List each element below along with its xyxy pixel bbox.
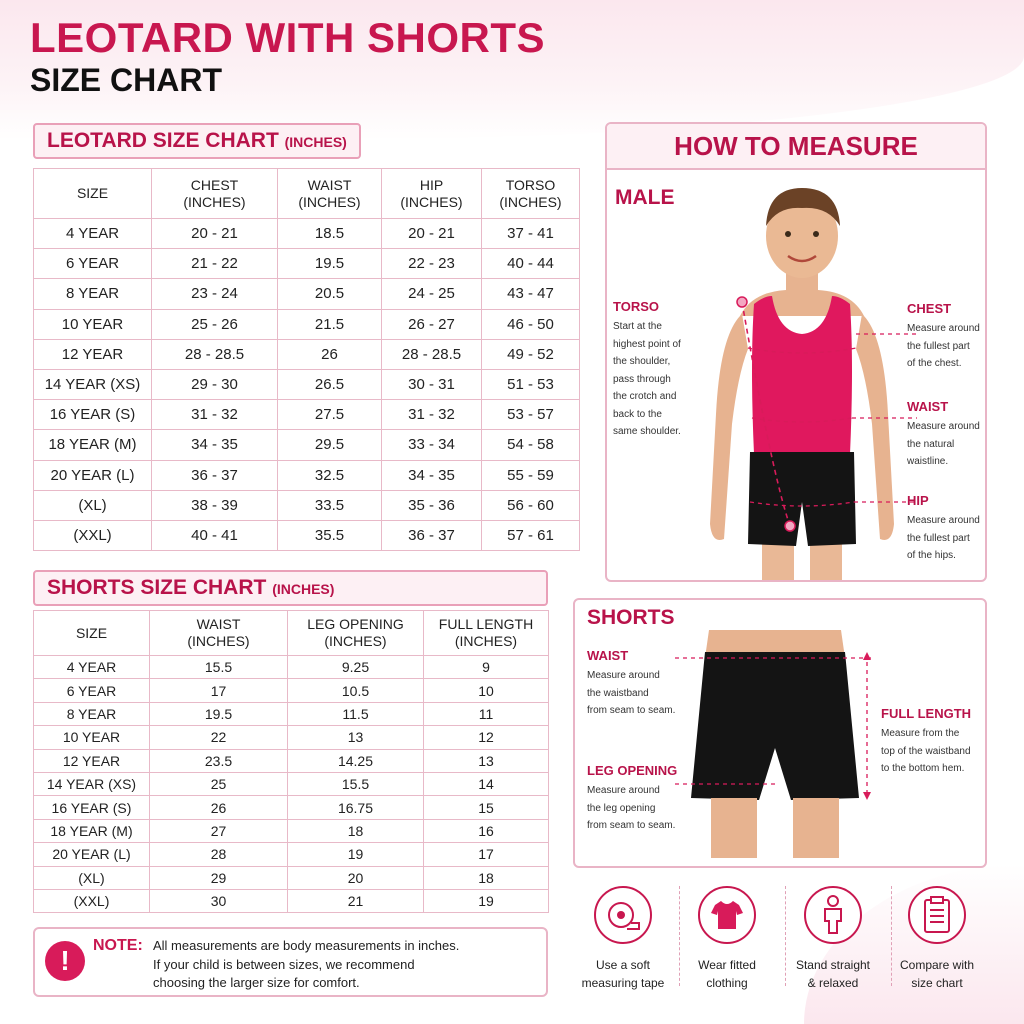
measurement-cell: 16 — [424, 819, 549, 842]
header-line: CHEST — [190, 176, 239, 193]
size-cell: (XL) — [34, 866, 150, 889]
measurement-cell: 25 - 26 — [152, 309, 278, 339]
leg-opening-line: from seam to seam. — [587, 820, 676, 831]
note-line: All measurements are body measurements in inches. — [153, 938, 460, 953]
measurement-cell: 27 — [150, 819, 288, 842]
table-row — [34, 772, 549, 795]
measurement-cell: 51 - 53 — [482, 369, 580, 399]
measurement-cell: 37 - 41 — [482, 219, 580, 249]
shorts-size-table — [33, 610, 549, 913]
size-cell: 16 YEAR (S) — [34, 400, 152, 430]
table-row — [34, 656, 549, 679]
measurement-cell: 36 - 37 — [382, 520, 482, 550]
measurement-cell: 21 - 22 — [152, 249, 278, 279]
size-cell: (XXL) — [34, 520, 152, 550]
table-row — [34, 490, 580, 520]
header-line: SIZE — [75, 624, 108, 641]
tip-line: Wear fitted — [698, 958, 756, 972]
header-unit: (INCHES) — [400, 193, 463, 210]
measurement-cell: 27.5 — [278, 400, 382, 430]
header-line: WAIST — [196, 616, 241, 632]
leotard-table-body — [34, 219, 580, 551]
table-row — [34, 679, 549, 702]
measurement-cell: 54 - 58 — [482, 430, 580, 460]
page-subtitle: SIZE CHART — [30, 62, 222, 98]
table-row — [34, 866, 549, 889]
measurement-cell: 17 — [424, 843, 549, 866]
waist-instructions — [907, 418, 980, 471]
measurement-cell: 20 - 21 — [382, 219, 482, 249]
leg-opening-instructions — [587, 782, 675, 835]
measurement-cell: 19 — [424, 889, 549, 912]
waist-label: WAIST — [907, 399, 949, 414]
page-title: LEOTARD WITH SHORTS — [30, 14, 546, 61]
measurement-cell: 28 - 28.5 — [382, 339, 482, 369]
size-cell: 6 YEAR — [34, 679, 150, 702]
tip-compare-chart — [887, 884, 987, 994]
size-cell: 16 YEAR (S) — [34, 796, 150, 819]
header-line: FULL LENGTH — [438, 616, 534, 632]
shorts-illustration — [675, 630, 875, 868]
shorts-waist-label: WAIST — [587, 648, 629, 663]
note-line: If your child is between sizes, we recommend — [153, 956, 415, 972]
hip-line: Measure around — [907, 515, 980, 526]
table-row — [34, 796, 549, 819]
shorts-column-header — [34, 611, 150, 656]
table-row — [34, 749, 549, 772]
measurement-cell: 31 - 32 — [152, 400, 278, 430]
full-length-label: FULL LENGTH — [881, 706, 972, 721]
measurement-cell: 56 - 60 — [482, 490, 580, 520]
header-unit: (INCHES) — [454, 633, 518, 649]
measurement-cell: 31 - 32 — [382, 400, 482, 430]
male-label: MALE — [615, 186, 675, 209]
tip-line: size chart — [911, 976, 963, 990]
measurement-cell: 18.5 — [278, 219, 382, 249]
leotard-column-header — [152, 169, 278, 219]
leotard-column-header — [278, 169, 382, 219]
measurement-cell: 26 — [278, 339, 382, 369]
tip-text — [573, 956, 673, 992]
header-line: LEG OPENING — [307, 616, 404, 632]
measurement-cell: 29.5 — [278, 430, 382, 460]
tip-line: Stand straight — [795, 958, 871, 972]
torso-label: TORSO — [613, 299, 659, 314]
table-row — [34, 520, 580, 550]
measurement-cell: 33.5 — [278, 490, 382, 520]
measurement-cell: 57 - 61 — [482, 520, 580, 550]
tshirt-icon — [698, 886, 756, 944]
size-cell: 18 YEAR (M) — [34, 819, 150, 842]
measurement-cell: 19.5 — [150, 702, 288, 725]
table-row — [34, 726, 549, 749]
hip-line: the fullest part — [907, 532, 970, 544]
measurement-cell: 21 — [288, 889, 424, 912]
size-cell: 4 YEAR — [34, 219, 152, 249]
size-cell: (XXL) — [34, 889, 150, 912]
measurement-cell: 10.5 — [288, 679, 424, 702]
leotard-header-row — [34, 169, 580, 219]
table-row — [34, 889, 549, 912]
hip-instructions — [907, 512, 980, 565]
measurement-cell: 16.75 — [288, 796, 424, 819]
leotard-size-table — [33, 168, 580, 551]
measurement-cell: 53 - 57 — [482, 400, 580, 430]
table-row — [34, 219, 580, 249]
header-line: TORSO — [505, 176, 556, 193]
shorts-chart-label — [33, 570, 548, 606]
torso-line: highest point of — [613, 338, 681, 350]
measurement-cell: 29 — [150, 866, 288, 889]
table-row — [34, 702, 549, 725]
size-cell: 20 YEAR (L) — [34, 460, 152, 490]
chest-instructions — [907, 320, 980, 373]
measurement-cell: 17 — [150, 679, 288, 702]
measurement-cell: 9.25 — [288, 656, 424, 679]
hip-line: of the hips. — [907, 550, 956, 561]
tip-line: measuring tape — [581, 976, 665, 990]
measurement-cell: 35.5 — [278, 520, 382, 550]
measurement-cell: 26 - 27 — [382, 309, 482, 339]
shorts-column-header — [288, 611, 424, 656]
how-to-measure-panel — [605, 122, 987, 582]
torso-line: pass through — [613, 373, 671, 385]
measurement-cell: 46 - 50 — [482, 309, 580, 339]
waist-line: waistline. — [907, 456, 949, 467]
measurement-cell: 21.5 — [278, 309, 382, 339]
table-row — [34, 339, 580, 369]
measurement-cell: 19 — [288, 843, 424, 866]
measurement-cell: 22 — [150, 726, 288, 749]
measurement-cell: 49 - 52 — [482, 339, 580, 369]
leg-opening-line: Measure around — [587, 785, 660, 796]
shorts-table-body — [34, 656, 549, 913]
measurement-cell: 9 — [424, 656, 549, 679]
leotard-column-header — [34, 169, 152, 219]
standing-person-icon — [804, 886, 862, 944]
shorts-waist-instructions — [587, 667, 675, 720]
full-length-instructions — [881, 725, 971, 778]
measurement-cell: 29 - 30 — [152, 369, 278, 399]
measurement-cell: 40 - 41 — [152, 520, 278, 550]
measurement-cell: 15 — [424, 796, 549, 819]
measurement-cell: 18 — [288, 819, 424, 842]
table-row — [34, 249, 580, 279]
tip-fitted-clothing — [677, 884, 777, 994]
shorts-column-header — [150, 611, 288, 656]
chest-line: the fullest part — [907, 340, 970, 352]
measurement-cell: 33 - 34 — [382, 430, 482, 460]
tip-line: & relaxed — [807, 976, 859, 990]
size-cell: 12 YEAR — [34, 749, 150, 772]
table-row — [34, 400, 580, 430]
table-row — [34, 279, 580, 309]
clipboard-icon — [908, 886, 966, 944]
full-length-line: Measure from the — [881, 728, 960, 739]
leotard-column-header — [382, 169, 482, 219]
size-cell: 18 YEAR (M) — [34, 430, 152, 460]
measurement-cell: 20.5 — [278, 279, 382, 309]
measurement-cell: 30 - 31 — [382, 369, 482, 399]
measurement-cell: 18 — [424, 866, 549, 889]
measurement-cell: 24 - 25 — [382, 279, 482, 309]
header-unit: (INCHES) — [298, 193, 361, 210]
shorts-waist-line: the waistband — [587, 687, 649, 699]
size-cell: 4 YEAR — [34, 656, 150, 679]
size-cell: 12 YEAR — [34, 339, 152, 369]
tip-line: clothing — [706, 976, 748, 990]
measurement-cell: 12 — [424, 726, 549, 749]
size-cell: 10 YEAR — [34, 726, 150, 749]
measurement-cell: 19.5 — [278, 249, 382, 279]
measurement-cell: 26 — [150, 796, 288, 819]
size-cell: (XL) — [34, 490, 152, 520]
measurement-cell: 34 - 35 — [152, 430, 278, 460]
leg-opening-label: LEG OPENING — [587, 763, 678, 778]
header-line: HIP — [419, 176, 444, 193]
waist-line: Measure around — [907, 421, 980, 432]
full-length-line: top of the waistband — [881, 745, 971, 757]
shorts-chart-title: SHORTS SIZE CHART — [47, 576, 267, 599]
hip-label: HIP — [907, 493, 929, 508]
measurement-cell: 14 — [424, 772, 549, 795]
measurement-cell: 28 — [150, 843, 288, 866]
full-length-line: to the bottom hem. — [881, 763, 965, 774]
table-row — [34, 369, 580, 399]
size-cell: 20 YEAR (L) — [34, 843, 150, 866]
header-line: WAIST — [307, 176, 352, 193]
header-line: SIZE — [76, 185, 109, 201]
measurement-cell: 32.5 — [278, 460, 382, 490]
measurement-cell: 40 - 44 — [482, 249, 580, 279]
leotard-chart-unit: (INCHES) — [284, 134, 347, 150]
measurement-cell: 11 — [424, 702, 549, 725]
leg-opening-line: the leg opening — [587, 802, 656, 814]
chest-line: Measure around — [907, 323, 980, 334]
tip-line: Compare with — [899, 958, 975, 972]
measurement-cell: 15.5 — [288, 772, 424, 795]
measurement-cell: 11.5 — [288, 702, 424, 725]
table-row — [34, 819, 549, 842]
size-cell: 14 YEAR (XS) — [34, 369, 152, 399]
shorts-chart-unit: (INCHES) — [272, 581, 335, 597]
measurement-cell: 43 - 47 — [482, 279, 580, 309]
leotard-chart-label — [33, 123, 361, 159]
table-row — [34, 460, 580, 490]
waist-line: the natural — [907, 438, 955, 450]
tip-line: Use a soft — [595, 958, 651, 972]
measurement-cell: 30 — [150, 889, 288, 912]
measurement-cell: 20 - 21 — [152, 219, 278, 249]
measurement-cell: 25 — [150, 772, 288, 795]
shorts-column-header — [424, 611, 549, 656]
tip-stand-straight — [783, 884, 883, 994]
header-unit: (INCHES) — [324, 633, 387, 649]
table-row — [34, 843, 549, 866]
measurement-cell: 23.5 — [150, 749, 288, 772]
measurement-cell: 38 - 39 — [152, 490, 278, 520]
measurement-cell: 28 - 28.5 — [152, 339, 278, 369]
measurement-cell: 13 — [288, 726, 424, 749]
table-row — [34, 309, 580, 339]
chest-label: CHEST — [907, 301, 952, 316]
size-cell: 10 YEAR — [34, 309, 152, 339]
size-cell: 8 YEAR — [34, 702, 150, 725]
torso-line: same shoulder. — [613, 426, 681, 437]
how-to-measure-title: HOW TO MEASURE — [607, 124, 985, 170]
measuring-tips — [573, 884, 987, 994]
measurement-cell: 55 - 59 — [482, 460, 580, 490]
measurement-cell: 34 - 35 — [382, 460, 482, 490]
leotard-chart-title: LEOTARD SIZE CHART — [47, 129, 279, 152]
measurement-cell: 36 - 37 — [152, 460, 278, 490]
measurement-cell: 26.5 — [278, 369, 382, 399]
header-unit: (INCHES) — [187, 633, 250, 649]
shorts-measure-panel — [573, 598, 987, 868]
size-cell: 8 YEAR — [34, 279, 152, 309]
shorts-waist-line: from seam to seam. — [587, 705, 676, 716]
tip-text — [887, 956, 987, 992]
note-line: choosing the larger size for comfort. — [153, 975, 360, 990]
torso-line: back to the — [613, 408, 662, 420]
note-box — [33, 927, 548, 997]
measurement-cell: 15.5 — [150, 656, 288, 679]
table-row — [34, 430, 580, 460]
tip-text — [783, 956, 883, 992]
header-unit: (INCHES) — [499, 193, 562, 210]
note-text — [153, 937, 538, 993]
tip-measuring-tape — [573, 884, 673, 994]
measurement-cell: 22 - 23 — [382, 249, 482, 279]
note-label: NOTE: — [93, 937, 143, 954]
header-unit: (INCHES) — [183, 193, 246, 210]
measurement-cell: 13 — [424, 749, 549, 772]
exclamation-icon: ! — [45, 941, 85, 981]
torso-line: the crotch and — [613, 391, 677, 402]
measurement-cell: 23 - 24 — [152, 279, 278, 309]
measurement-cell: 35 - 36 — [382, 490, 482, 520]
chest-line: of the chest. — [907, 358, 962, 369]
measurement-cell: 14.25 — [288, 749, 424, 772]
measurement-cell: 20 — [288, 866, 424, 889]
tip-text — [677, 956, 777, 992]
leotard-column-header — [482, 169, 580, 219]
shorts-header-row — [34, 611, 549, 656]
measurement-cell: 10 — [424, 679, 549, 702]
size-cell: 14 YEAR (XS) — [34, 772, 150, 795]
shorts-measure-title: SHORTS — [587, 606, 675, 629]
size-cell: 6 YEAR — [34, 249, 152, 279]
boy-leotard-illustration — [682, 174, 922, 582]
measuring-tape-icon — [594, 886, 652, 944]
torso-line: Start at the — [613, 321, 662, 332]
torso-line: the shoulder, — [613, 356, 671, 367]
shorts-waist-line: Measure around — [587, 670, 660, 681]
torso-instructions — [613, 318, 681, 441]
